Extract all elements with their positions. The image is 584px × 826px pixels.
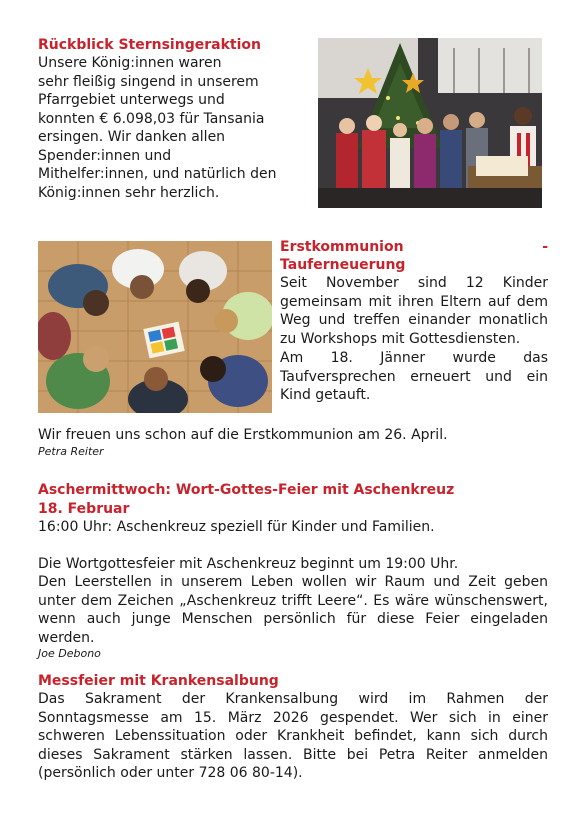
text-line: Spender:innen und (38, 147, 172, 164)
paragraph: Seit November sind 12 Kinder gemeinsam mit ihren Eltern auf dem Weg und treffen einander monatlich zu Workshops mit Gottesdiensten. (280, 275, 548, 348)
heading-tauferneuerung: Tauferneuerung (280, 257, 406, 273)
text-line: Mithelfer:innen, und natürlich den (38, 166, 277, 182)
section-krankensalbung (38, 672, 548, 783)
photo-children-workshop (38, 241, 272, 413)
text-line: Pfarrgebiet unterwegs und (38, 92, 225, 108)
heading-krankensalbung: Messfeier mit Krankensalbung (38, 673, 279, 689)
photo-sternsinger-in-church (318, 38, 542, 208)
paragraph: Den Leerstellen in unserem Leben wollen wir Raum und Zeit geben unter dem Zeichen „Aschenkreuz trifft Leere“. Es wäre wünschenswert, wenn auch junge Menschen persönlich für diese Feier eingeladen werden. (38, 574, 548, 646)
paragraph: Wir freuen uns schon auf die Erstkommunion am 26. April. (38, 427, 448, 443)
section-aschermittwoch (38, 481, 548, 660)
signature: Joe Debono (38, 647, 101, 660)
text-line: konnten € 6.098,03 für Tansania (38, 110, 265, 127)
text-line: Unsere König:innen waren (38, 55, 222, 71)
heading-aschermittwoch: Aschermittwoch: Wort-Gottes-Feier mit Aschenkreuz (38, 482, 455, 498)
heading-erstkommunion-line1: Erstkommunion (280, 239, 404, 255)
paragraph: Die Wortgottesfeier mit Aschenkreuz beginnt um 19:00 Uhr. (38, 555, 459, 572)
text-line: sehr fleißig singend in unserem (38, 73, 259, 90)
section-sternsingeraktion (38, 36, 306, 202)
heading-date: 18. Februar (38, 500, 130, 517)
text-line: König:innen sehr herzlich. (38, 184, 220, 201)
section-erstkommunion (280, 238, 548, 405)
heading-dash: - (542, 239, 548, 255)
paragraph: Am 18. Jänner wurde das Taufversprechen erneuert und ein Kind getauft. (280, 349, 548, 404)
heading-erstkommunion (280, 238, 548, 256)
paragraph: 16:00 Uhr: Aschenkreuz speziell für Kinder und Familien. (38, 519, 435, 535)
signature: Petra Reiter (38, 444, 104, 458)
section-erstkommunion-footer (38, 426, 548, 458)
paragraph: Das Sakrament der Krankensalbung wird im Rahmen der Sonntagsmesse am 15. März 2026 gespendet. Wer sich in einer schweren Lebenssituation oder Krankheit befindet, kann sich durch dieses Sakrament stärken lassen. Bitte bei Petra Reiter anmelden (persönlich oder unter 728 06 80-14). (38, 691, 548, 781)
heading-sternsingeraktion: Rückblick Sternsingeraktion (38, 37, 261, 53)
text-line: ersingen. Wir danken allen (38, 129, 226, 145)
